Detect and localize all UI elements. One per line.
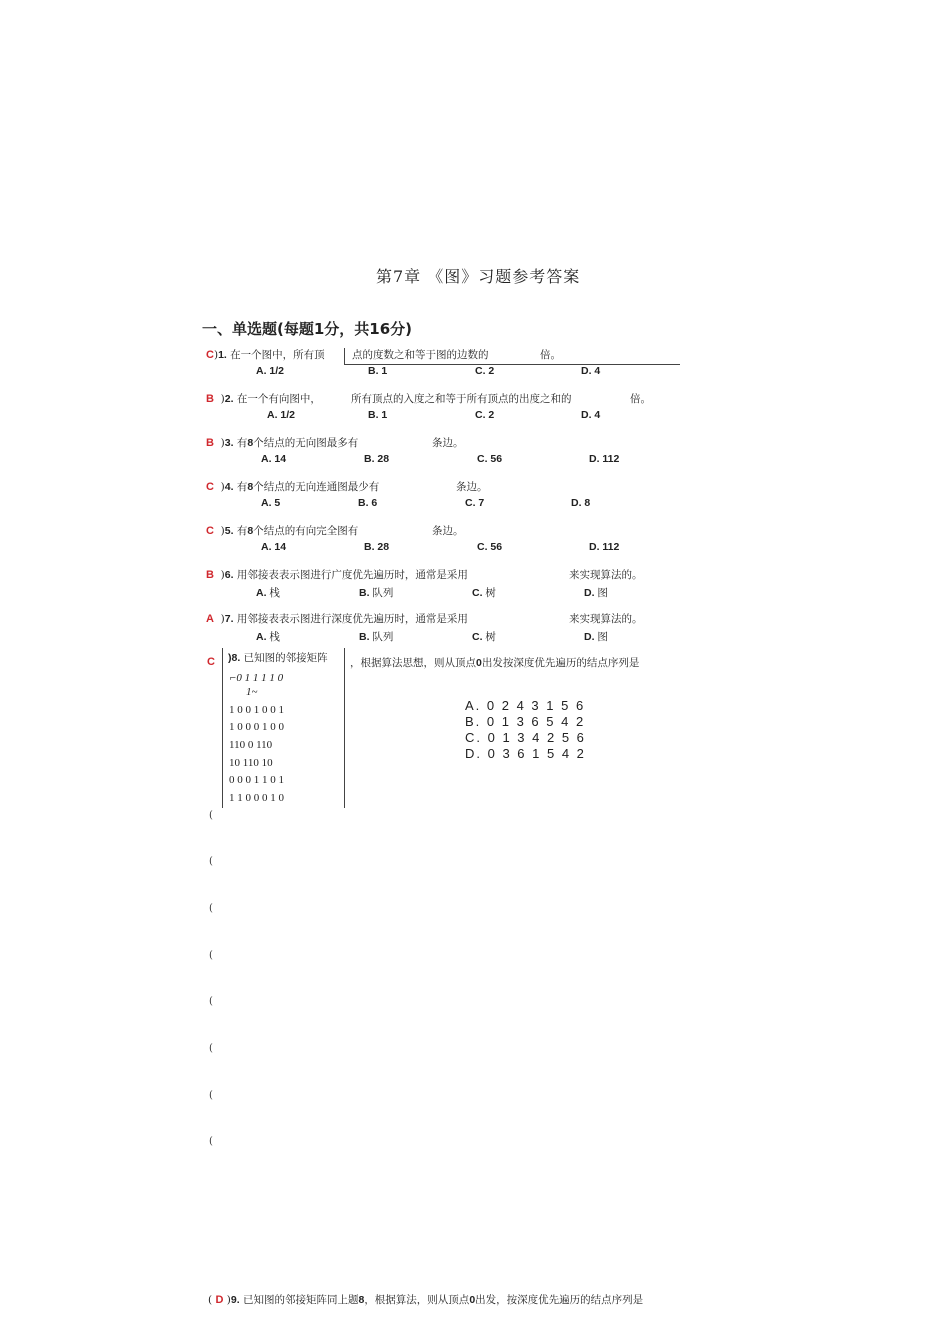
option-a: A. 14 [261,541,287,553]
option-b: B. 0 1 3 6 5 4 2 [465,714,586,729]
paren-mark: ( [209,810,213,821]
divider [344,348,345,364]
option-d: D. 4 [581,365,601,377]
option-a: A. 栈 [256,631,280,643]
option-c: C. 56 [477,541,503,553]
paren-mark: ( [209,903,213,914]
question-4-text-c: 条边。 [456,481,488,493]
matrix-row: ⌐0 1 1 1 1 0 [229,672,284,684]
question-text: 在一个图中，所有顶 [230,349,325,361]
answer-letter: C [207,656,215,668]
answer-letter: A [206,613,214,625]
option-b: B. 1 [368,409,388,421]
option-a: A. 1/2 [267,409,296,421]
option-b: B. 1 [368,365,388,377]
paren-mark: ( [209,1136,213,1147]
option-a: A. 5 [261,497,281,509]
option-d: D. 8 [571,497,591,509]
paren-mark: ( [209,1043,213,1054]
paren-mark: ( [209,996,213,1007]
answer-letter: C [206,481,214,493]
question-3: B )3. 有8个结点的无向图最多有 [206,437,359,449]
option-d: D. 4 [581,409,601,421]
matrix-row: 110 0 110 [229,739,273,751]
matrix-row: 1 0 0 0 1 0 0 [229,721,284,733]
section-heading: 一、单选题(每题1分，共16分) [202,320,413,338]
option-d: D. 0 3 6 1 5 4 2 [465,746,586,761]
question-4: C )4. 有8个结点的无向连通图最少有 [206,481,380,493]
option-b: B. 28 [364,541,390,553]
option-c: C. 56 [477,453,503,465]
option-b: B. 队列 [359,587,394,599]
option-d: D. 图 [584,631,608,643]
question-5-text-c: 条边。 [432,525,464,537]
blank-line [344,364,680,365]
matrix-row: 1~ [246,686,258,698]
option-a: A. 1/2 [256,365,285,377]
question-1-text-b: 点的度数之和等于图的边数的 [352,349,489,361]
page-title: 第7章 《图》习题参考答案 [376,267,581,286]
question-2: B )2. 在一个有向图中， [206,393,321,405]
option-c: C. 树 [472,631,496,643]
matrix-right-bracket [344,648,345,808]
option-c: C. 0 1 3 4 2 5 6 [465,730,586,745]
question-1-text-c: 倍。 [540,349,561,361]
option-b: B. 6 [358,497,378,509]
question-8: )8. 已知图的邻接矩阵 [228,652,328,664]
question-2-text-b: 所有顶点的入度之和等于所有顶点的出度之和的 [351,393,572,405]
paren-mark: ( [209,1090,213,1101]
question-7-text-c: 来实现算法的。 [569,613,643,625]
option-a: A. 0 2 4 3 1 5 6 [465,698,586,713]
option-b: B. 28 [364,453,390,465]
answer-letter: B [206,393,214,405]
question-3-text-c: 条边。 [432,437,464,449]
matrix-left-bracket [222,648,223,808]
answer-letter: C [206,525,214,537]
option-c: C. 树 [472,587,496,599]
question-8-text-b: ，根据算法思想，则从顶点0出发按深度优先遍历的结点序列是 [350,657,640,669]
question-5: C )5. 有8个结点的有向完全图有 [206,525,359,537]
option-b: B. 队列 [359,631,394,643]
option-c: C. 2 [475,365,495,377]
matrix-row: 0 0 0 1 1 0 1 [229,774,284,786]
answer-letter: B [206,569,214,581]
paren-mark: ( [209,950,213,961]
question-2-text-c: 倍。 [630,393,651,405]
answer-letter: B [206,437,214,449]
answer-letter: C [206,349,214,361]
option-a: A. 14 [261,453,287,465]
option-a: A. 栈 [256,587,280,599]
matrix-row: 10 110 10 [229,757,273,769]
option-d: D. 112 [589,453,620,465]
option-c: C. 7 [465,497,485,509]
question-1: C)1. 在一个图中，所有顶 [206,349,325,361]
question-9: ( D )9. 已知图的邻接矩阵同上题8，根据算法，则从顶点0出发，按深度优先遍历的结点序列是 [208,1294,644,1306]
matrix-row: 1 0 0 1 0 0 1 [229,704,284,716]
option-c: C. 2 [475,409,495,421]
option-d: D. 图 [584,587,608,599]
paren-mark: ( [209,856,213,867]
answer-letter: D [215,1294,224,1306]
option-d: D. 112 [589,541,620,553]
question-7: A )7. 用邻接表表示图进行深度优先遍历时，通常是采用 [206,613,468,625]
question-6-text-c: 来实现算法的。 [569,569,643,581]
question-6: B )6. 用邻接表表示图进行广度优先遍历时，通常是采用 [206,569,468,581]
matrix-row: 1 1 0 0 0 1 0 [229,792,284,804]
